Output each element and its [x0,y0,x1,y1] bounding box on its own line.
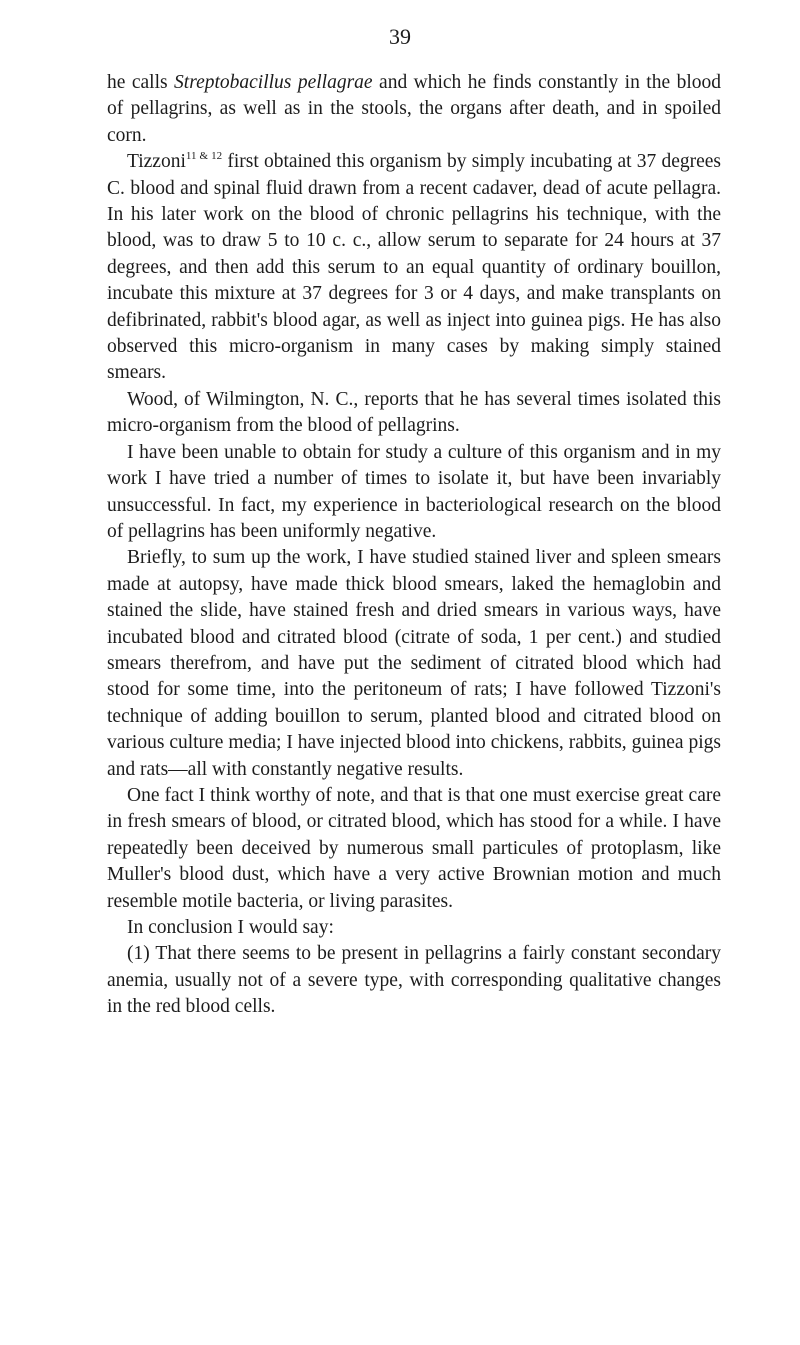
author-name: Tizzoni [127,151,186,173]
paragraph-note: One fact I think worthy of note, and that is that one must exercise great care in fresh smears of blood, or citrated blood, which has stood for a while. I have repeatedly been deceived by numerous small particules of protoplasm, like Muller's blood dust, which have a very active Brownian motion and much resemble motile bacteria, or living parasites. [107,784,721,912]
paragraph-wood: Wood, of Wilmington, N. C., reports that he has several times isolated this micro-organism from the blood of pellagrins. [107,388,721,437]
text-run: first obtained this organism by simply incubating at 37 degrees C. blood and spinal fluid drawn from a recent cadaver, dead of acute pellagra. In his later work on the blood of chronic pellagrins his technique, with the blood, was to draw 5 to 10 c. c., allow serum to separate for 24 hours at 37 degrees, and then add this serum to an equal quantity of ordinary bouillon, incubate this mixture at 37 degrees for 3 or 4 days, and make transplants on defibrinated, rabbit's blood agar, as well as inject into guinea pigs. He has also observed this micro-organism in many cases by making simply stained smears. [107,151,721,384]
page-number: 39 [389,24,411,49]
text-run: he calls [107,72,175,93]
paragraph-conclusion-intro: In conclusion I would say: [127,917,334,938]
text-run: and which he finds constantly in the blood of pellagrins, as well as in the stools, the organs after death, and in spoiled corn. [107,72,721,146]
footnote-reference: 11 & 12 [185,150,223,163]
paragraph-own-attempts: I have been unable to obtain for study a culture of this organism and in my work I have tried a number of times to isolate it, but have been invariably unsuccessful. In fact, my experience in bacteriological research on the blood of pellagrins has been uniformly negative. [107,441,721,542]
paragraph-continued [107,70,721,149]
paragraph-summary: Briefly, to sum up the work, I have studied stained liver and spleen smears made at autopsy, have made thick blood smears, laked the hemaglobin and stained the slide, have stained fresh and dried smears in various ways, have incubated blood and citrated blood (citrate of soda, 1 per cent.) and studied smears therefrom, and have put the sediment of citrated blood which had stood for some time, into the peritoneum of rats; I have followed Tizzoni's technique of adding bouillon to serum, planted blood and citrated blood on various culture media; I have injected blood into chickens, rabbits, guinea pigs and rats—all with constantly negative results. [107,547,721,780]
paragraph-conclusion-1: (1) That there seems to be present in pellagrins a fairly constant secondary anemia, usually not of a severe type, with corresponding qualitative changes in the red blood cells. [107,943,721,1018]
organism-name: Streptobacillus pellagrae [174,72,373,93]
paragraph-tizzoni [107,149,721,387]
body-text [107,70,721,1021]
